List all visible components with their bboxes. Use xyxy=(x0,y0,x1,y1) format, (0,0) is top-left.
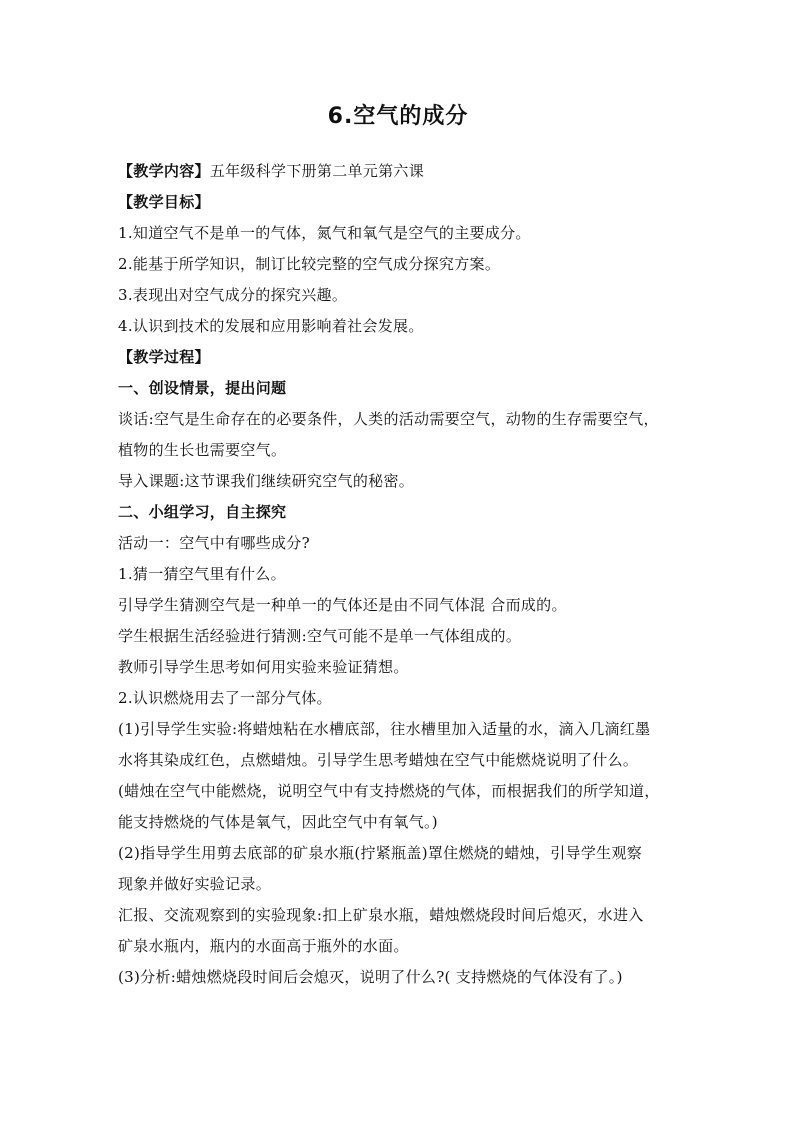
paragraph-line: 矿泉水瓶内，瓶内的水面高于瓶外的水面。 xyxy=(118,937,409,955)
paragraph-line: 水将其染成红色，点燃蜡烛。引导学生思考蜡烛在空气中能燃烧说明了什么。 xyxy=(118,751,639,769)
paragraph-line: 能支持燃烧的气体是氧气，因此空气中有氧气。) xyxy=(118,813,438,831)
paragraph-line: 现象并做好实验记录。 xyxy=(118,875,272,893)
objective-item: 2.能基于所学知识，制订比较完整的空气成分探究方案。 xyxy=(118,255,501,273)
objective-item: 1.知道空气不是单一的气体，氮气和氧气是空气的主要成分。 xyxy=(118,224,531,242)
step-heading: 2.认识燃烧用去了一部分气体。 xyxy=(118,689,332,707)
paragraph-line: 导入课题:这节课我们继续研究空气的秘密。 xyxy=(118,472,415,490)
document-title: 6.空气的成分 xyxy=(327,104,469,129)
paragraph-line: (3)分析:蜡烛燃烧段时间后会熄灭，说明了什么?( 支持燃烧的气体没有了。) xyxy=(118,968,623,986)
activity-title: 活动一：空气中有哪些成分? xyxy=(118,534,310,552)
process-heading: 【教学过程】 xyxy=(118,348,210,366)
paragraph-line: 教师引导学生思考如何用实验来验证猜想。 xyxy=(118,658,409,676)
teaching-content-label: 【教学内容】 xyxy=(118,162,210,180)
teaching-content-line xyxy=(118,156,678,187)
objectives-heading: 【教学目标】 xyxy=(118,193,210,211)
paragraph-line: 植物的生长也需要空气。 xyxy=(118,441,287,459)
document-page xyxy=(118,100,678,993)
paragraph-line: 谈话:空气是生命存在的必要条件，人类的活动需要空气，动物的生存需要空气， xyxy=(118,410,659,428)
objective-item: 4.认识到技术的发展和应用影响着社会发展。 xyxy=(118,317,424,335)
paragraph-line: 汇报、交流观察到的实验现象:扣上矿泉水瓶，蜡烛燃烧段时间后熄灭，水进入 xyxy=(118,906,644,924)
objective-item: 3.表现出对空气成分的探究兴趣。 xyxy=(118,286,348,304)
paragraph-line: (2)指导学生用剪去底部的矿泉水瓶(拧紧瓶盖)罩住燃烧的蜡烛，引导学生观察 xyxy=(118,844,643,862)
paragraph-line: (1)引导学生实验:将蜡烛粘在水槽底部，往水槽里加入适量的水，滴入几滴红墨 xyxy=(118,720,651,738)
paragraph-line: (蜡烛在空气中能燃烧，说明空气中有支持燃烧的气体，而根据我们的所学知道， xyxy=(118,782,660,800)
section2-heading: 二、小组学习，自主探究 xyxy=(118,503,287,521)
paragraph-line: 学生根据生活经验进行猜测:空气可能不是单一气体组成的。 xyxy=(118,627,522,645)
teaching-content-text: 五年级科学下册第二单元第六课 xyxy=(209,162,425,180)
step-heading: 1.猜一猜空气里有什么。 xyxy=(118,565,286,583)
paragraph-line: 引导学生猜测空气是一种单一的气体还是由不同气体混 合而成的。 xyxy=(118,596,567,614)
section1-heading: 一、创设情景，提出问题 xyxy=(118,379,287,397)
